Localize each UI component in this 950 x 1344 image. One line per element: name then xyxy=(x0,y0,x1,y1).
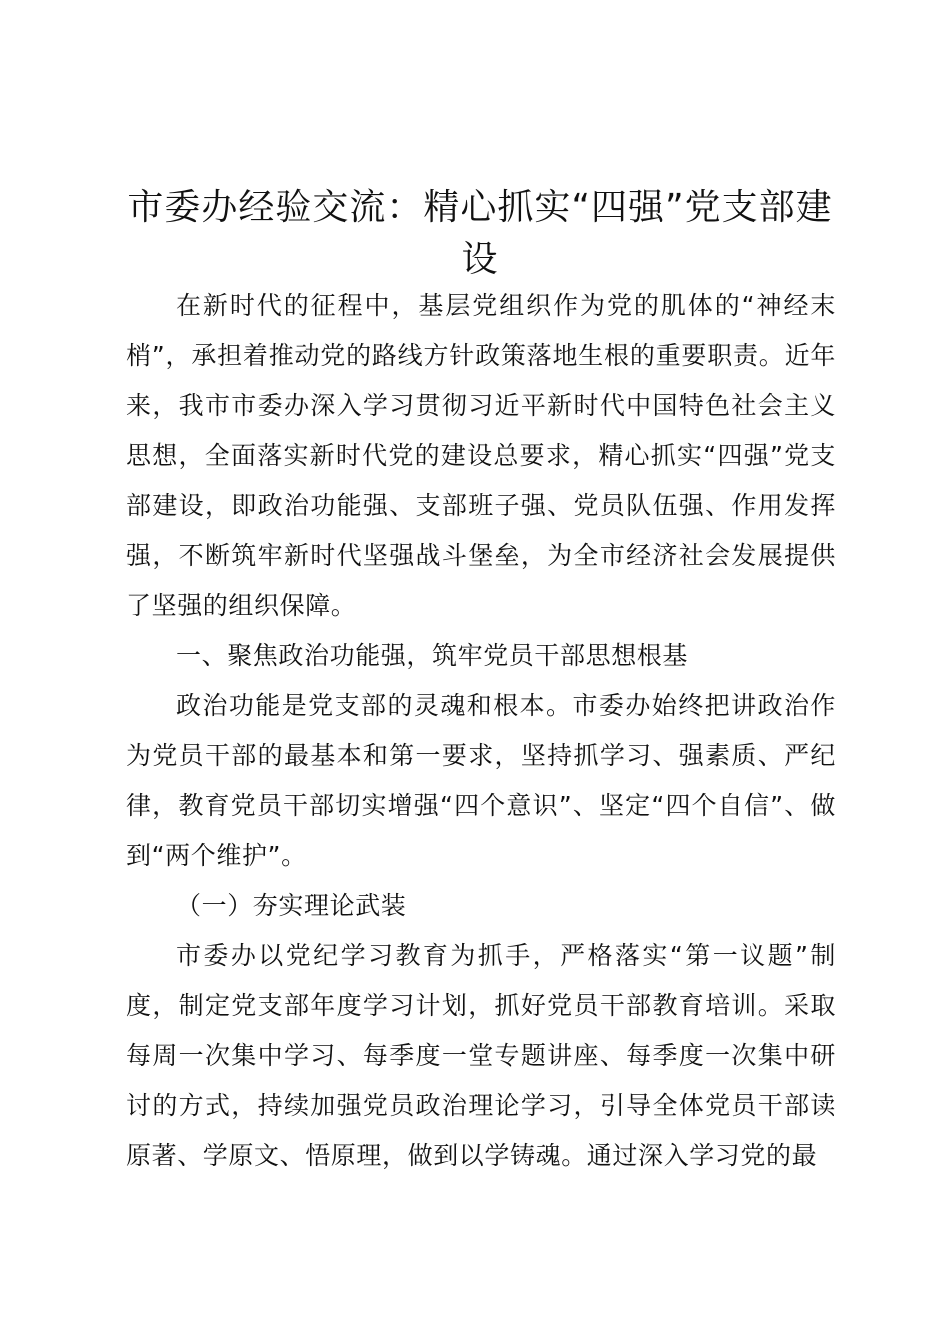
section-heading-1: 一、聚焦政治功能强，筑牢党员干部思想根基 xyxy=(176,641,689,670)
subsection-1-paragraph: 市委办以党纪学习教育为抓手，严格落实“第一议题”制度，制定党支部年度学习计划，抓好党员干部教育培训。采取每周一次集中学习、每季度一堂专题讲座、每季度一次集中研讨的方式，持续加强党员政治理论学习，引导全体党员干部读原著、学原文、悟原理，做到以学铸魂。通过深入学习党的最 xyxy=(126,941,836,1170)
section-1-paragraph: 政治功能是党支部的灵魂和根本。市委办始终把讲政治作为党员干部的最基本和第一要求，坚持抓学习、强素质、严纪律，教育党员干部切实增强“四个意识”、坚定“四个自信”、做到“两个维护”。 xyxy=(126,691,836,870)
document-body xyxy=(126,281,836,1181)
document-title: 市委办经验交流：精心抓实“四强”党支部建设 xyxy=(127,187,833,280)
subsection-heading-1: （一）夯实理论武装 xyxy=(176,891,407,920)
intro-paragraph: 在新时代的征程中，基层党组织作为党的肌体的“神经末梢”，承担着推动党的路线方针政策落地生根的重要职责。近年来，我市市委办深入学习贯彻习近平新时代中国特色社会主义思想，全面落实新时代党的建设总要求，精心抓实“四强”党支部建设，即政治功能强、支部班子强、党员队伍强、作用发挥强，不断筑牢新时代坚强战斗堡垒，为全市经济社会发展提供了坚强的组织保障。 xyxy=(126,291,836,620)
